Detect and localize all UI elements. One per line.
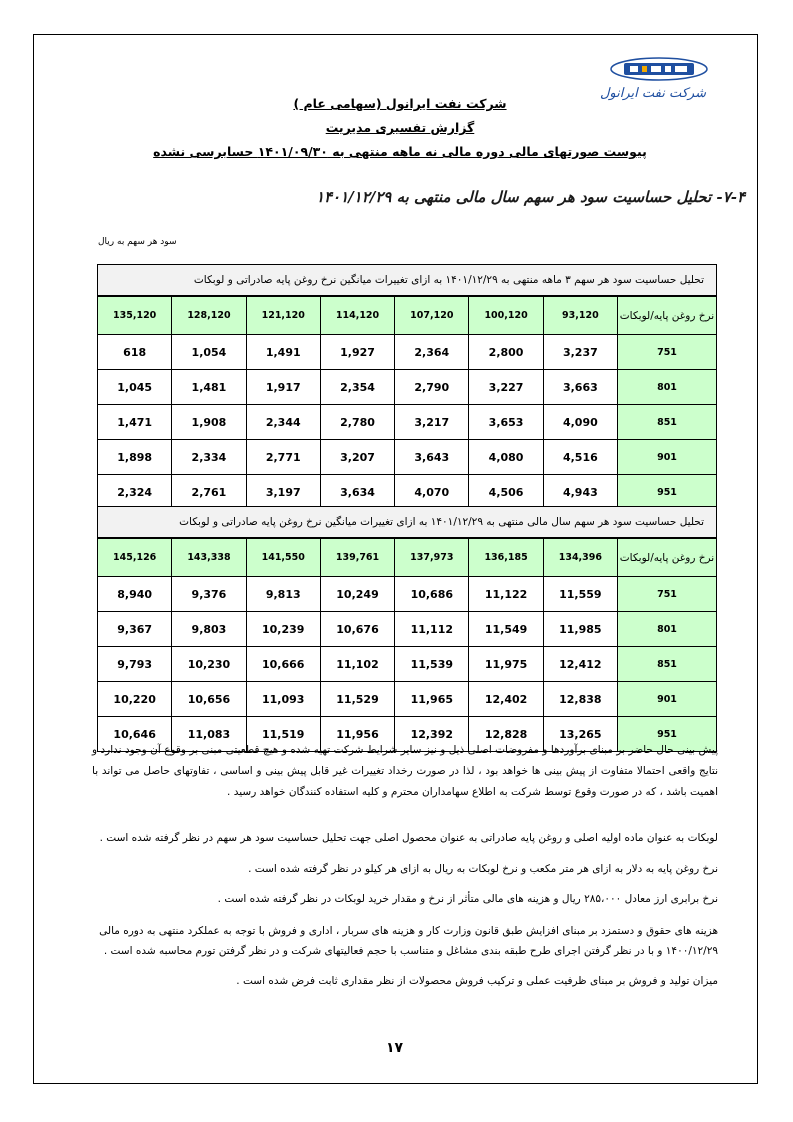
table-cell: 1,898 (98, 440, 172, 475)
table-row (98, 370, 717, 405)
table-cell: 1,045 (98, 370, 172, 405)
table-cell: 4,080 (469, 440, 543, 475)
logo-mark (610, 58, 708, 80)
table-cell: 2,771 (246, 440, 320, 475)
table-cell: 10,656 (172, 682, 246, 717)
table-cell: 1,481 (172, 370, 246, 405)
table-cell: 2,334 (172, 440, 246, 475)
table-cell: 2,364 (395, 335, 469, 370)
page-number: ۱۷ (386, 1040, 404, 1056)
table-cell: 4,506 (469, 475, 543, 510)
table-cell: 12,392 (395, 717, 469, 752)
assumption-note: لوبکات به عنوان ماده اولیه اصلی و روغن پایه صادراتی به عنوان محصول اصلی جهت تحلیل حساسیت سود هر سهم در نظر گرفته شده است . (99, 832, 718, 844)
table-caption: تحلیل حساسیت سود هر سهم ۳ ماهه منتهی به ۱۴۰۱/۱۲/۲۹ به ازای تغییرات میانگین نرخ روغن پایه صادراتی و لوبکات (97, 264, 717, 296)
column-header: 135,120 (98, 297, 172, 335)
table-cell: 1,908 (172, 405, 246, 440)
assumption-note: میزان تولید و فروش بر مبنای ظرفیت عملی و ترکیب فروش محصولات از نظر مقداری ثابت فرض شده است . (236, 975, 718, 987)
sensitivity-table-annual (97, 506, 717, 752)
row-header-cell: نرخ روغن پایه/لوبکات (618, 297, 717, 335)
table-cell: 8,940 (98, 577, 172, 612)
row-label: 851 (618, 405, 717, 440)
report-subtitle: پیوست صورتهای مالی دوره مالی نه ماهه منتهی به ۱۴۰۱/۰۹/۳۰ حسابرسی نشده (153, 144, 647, 159)
assumption-note: هزینه های حقوق و دستمزد بر مبنای افزایش طبق قانون وزارت کار و هزینه های سربار ، اداری و فروش با توجه به عملکرد منتهی به دوره مالی ۱۴۰۰/۱۲/۲۹ و با در نظر گرفتن اجرای طرح طبقه بندی مشاغل و متناسب با حجم فعالیتهای شرکت و در نظر گرفتن تورم محاسبه شده است . (99, 925, 718, 957)
table-cell: 11,102 (320, 647, 394, 682)
table-cell: 11,559 (543, 577, 617, 612)
column-header: 139,761 (320, 539, 394, 577)
table-row (98, 440, 717, 475)
column-header: 143,338 (172, 539, 246, 577)
forecast-disclaimer: پیش بینی حال حاضر بر مبنای برآوردها و مفروضات اصلی ذیل و نیز سایر شرایط شرکت تهیه شده و هیچ قطعیتی مبنی بر وقوع آن وجود ندارد و نتایج واقعی احتمالا متفاوت از پیش بینی ها خواهد بود ، لذا در صورت رخداد تغییرات غیر قابل پیش بینی و اساسی ، تفاوتهای حاصل می تواند با اهمیت باشد ، که در صورت وقوع توسط شرکت به اطلاع سهامداران محترم و کلیه استفاده کنندگان خواهد رسید . (92, 744, 718, 798)
data-table (97, 296, 717, 510)
table-cell: 10,676 (320, 612, 394, 647)
report-title: گزارش تفسیری مدیریت (325, 120, 475, 135)
table-cell: 11,083 (172, 717, 246, 752)
table-cell: 9,793 (98, 647, 172, 682)
table-cell: 1,054 (172, 335, 246, 370)
table-header-row (98, 297, 717, 335)
table-cell: 2,800 (469, 335, 543, 370)
table-cell: 11,985 (543, 612, 617, 647)
data-table (97, 538, 717, 752)
table-row (98, 475, 717, 510)
table-cell: 9,367 (98, 612, 172, 647)
table-cell: 11,519 (246, 717, 320, 752)
table-cell: 1,927 (320, 335, 394, 370)
table-cell: 13,265 (543, 717, 617, 752)
table-cell: 10,686 (395, 577, 469, 612)
table-cell: 1,917 (246, 370, 320, 405)
company-name: شرکت نفت ایرانول (سهامی عام ) (293, 96, 507, 111)
column-header: 93,120 (543, 297, 617, 335)
table-cell: 11,529 (320, 682, 394, 717)
table-cell: 1,471 (98, 405, 172, 440)
table-cell: 3,197 (246, 475, 320, 510)
table-cell: 9,376 (172, 577, 246, 612)
table-cell: 11,975 (469, 647, 543, 682)
column-header: 107,120 (395, 297, 469, 335)
sensitivity-table-3month (97, 264, 717, 510)
column-header: 114,120 (320, 297, 394, 335)
logo-graphic (610, 57, 708, 81)
table-cell: 10,230 (172, 647, 246, 682)
table-cell: 11,093 (246, 682, 320, 717)
row-label: 751 (618, 335, 717, 370)
assumption-note: نرخ روغن پایه به دلار به ازای هر متر مکعب و نرخ لوبکات به ریال به ازای هر کیلو در نظر گرفته شده است . (248, 863, 718, 875)
table-cell: 10,239 (246, 612, 320, 647)
table-cell: 3,207 (320, 440, 394, 475)
table-cell: 3,227 (469, 370, 543, 405)
table-cell: 12,838 (543, 682, 617, 717)
table-row (98, 577, 717, 612)
table-cell: 11,965 (395, 682, 469, 717)
table-cell: 10,646 (98, 717, 172, 752)
row-label: 901 (618, 440, 717, 475)
table-cell: 1,491 (246, 335, 320, 370)
table-cell: 11,122 (469, 577, 543, 612)
column-header: 100,120 (469, 297, 543, 335)
row-label: 751 (618, 577, 717, 612)
assumption-note: نرخ برابری ارز معادل ۲۸۵،۰۰۰ ریال و هزینه های مالی متأثر از نرخ و مقدار خرید لوبکات در نظر گرفته شده است . (217, 893, 718, 905)
table-cell: 11,956 (320, 717, 394, 752)
table-row (98, 682, 717, 717)
logo-script: شرکت نفت ایرانول (599, 86, 706, 101)
row-label: 801 (618, 370, 717, 405)
table-cell: 4,516 (543, 440, 617, 475)
section-title: ۷-۴- تحلیل حساسیت سود هر سهم سال مالی منتهی به ۱۴۰۱/۱۲/۲۹ (315, 188, 745, 206)
unit-note: سود هر سهم به ریال (98, 237, 177, 247)
table-caption: تحلیل حساسیت سود هر سهم سال مالی منتهی به ۱۴۰۱/۱۲/۲۹ به ازای تغییرات میانگین نرخ روغن پایه صادراتی و لوبکات (97, 506, 717, 538)
table-cell: 2,324 (98, 475, 172, 510)
table-cell: 12,412 (543, 647, 617, 682)
table-cell: 3,237 (543, 335, 617, 370)
row-label: 951 (618, 475, 717, 510)
row-header-cell: نرخ روغن پایه/لوبکات (618, 539, 717, 577)
table-header-row (98, 539, 717, 577)
row-label: 951 (618, 717, 717, 752)
row-label: 851 (618, 647, 717, 682)
column-header: 137,973 (395, 539, 469, 577)
table-cell: 10,220 (98, 682, 172, 717)
column-header: 136,185 (469, 539, 543, 577)
table-cell: 3,653 (469, 405, 543, 440)
column-header: 134,396 (543, 539, 617, 577)
table-cell: 4,943 (543, 475, 617, 510)
table-cell: 4,090 (543, 405, 617, 440)
table-cell: 4,070 (395, 475, 469, 510)
table-cell: 3,634 (320, 475, 394, 510)
column-header: 141,550 (246, 539, 320, 577)
table-cell: 2,354 (320, 370, 394, 405)
table-cell: 12,402 (469, 682, 543, 717)
table-cell: 11,549 (469, 612, 543, 647)
table-cell: 2,344 (246, 405, 320, 440)
table-cell: 11,112 (395, 612, 469, 647)
table-cell: 10,249 (320, 577, 394, 612)
column-header: 128,120 (172, 297, 246, 335)
table-cell: 3,663 (543, 370, 617, 405)
table-cell: 2,780 (320, 405, 394, 440)
table-cell: 3,217 (395, 405, 469, 440)
table-row (98, 405, 717, 440)
row-label: 801 (618, 612, 717, 647)
column-header: 145,126 (98, 539, 172, 577)
table-row (98, 647, 717, 682)
table-cell: 12,828 (469, 717, 543, 752)
row-label: 901 (618, 682, 717, 717)
table-cell: 9,803 (172, 612, 246, 647)
table-cell: 618 (98, 335, 172, 370)
table-cell: 11,539 (395, 647, 469, 682)
table-cell: 2,761 (172, 475, 246, 510)
table-cell: 9,813 (246, 577, 320, 612)
table-cell: 10,666 (246, 647, 320, 682)
column-header: 121,120 (246, 297, 320, 335)
table-cell: 3,643 (395, 440, 469, 475)
table-row (98, 335, 717, 370)
table-row (98, 612, 717, 647)
table-cell: 2,790 (395, 370, 469, 405)
